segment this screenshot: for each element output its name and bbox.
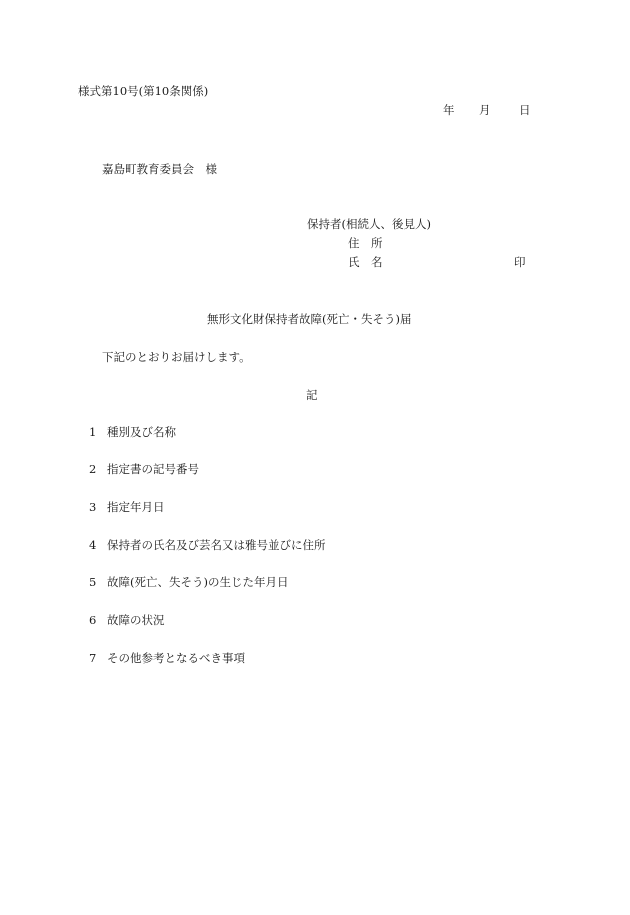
date-month-label: 月 <box>479 103 491 117</box>
item-number: 4 <box>89 538 97 552</box>
list-item <box>89 538 326 552</box>
item-number: 3 <box>89 500 97 514</box>
item-number: 6 <box>89 613 97 627</box>
item-number: 2 <box>89 462 97 476</box>
item-text: 保持者の氏名及び芸名又は雅号並びに住所 <box>107 538 326 552</box>
item-number: 1 <box>89 425 97 439</box>
list-item <box>89 651 245 665</box>
item-text: 指定年月日 <box>107 500 165 514</box>
item-text: その他参考となるべき事項 <box>107 651 245 665</box>
item-number: 7 <box>89 651 97 665</box>
list-item <box>89 500 165 514</box>
document-title: 無形文化財保持者故障(死亡・失そう)届 <box>207 312 412 326</box>
address-label: 住 所 <box>348 236 383 250</box>
list-item <box>89 613 165 627</box>
form-number: 様式第10号(第10条関係) <box>78 84 209 98</box>
item-text: 故障(死亡、失そう)の生じた年月日 <box>107 575 289 589</box>
date-line <box>443 103 531 117</box>
intro-text: 下記のとおりお届けします。 <box>102 350 251 364</box>
name-label: 氏 名 <box>348 255 383 269</box>
date-year-label: 年 <box>443 103 455 117</box>
ki-heading: 記 <box>306 388 318 402</box>
list-item <box>89 462 199 476</box>
seal-label: 印 <box>514 255 526 269</box>
item-text: 故障の状況 <box>107 613 165 627</box>
list-item <box>89 575 288 589</box>
recipient: 嘉島町教育委員会 様 <box>102 162 217 176</box>
item-text: 種別及び名称 <box>107 425 176 439</box>
item-number: 5 <box>89 575 97 589</box>
list-item <box>89 425 176 439</box>
holder-label: 保持者(相続人、後見人) <box>307 217 431 231</box>
date-day-label: 日 <box>519 103 531 117</box>
item-text: 指定書の記号番号 <box>107 462 199 476</box>
